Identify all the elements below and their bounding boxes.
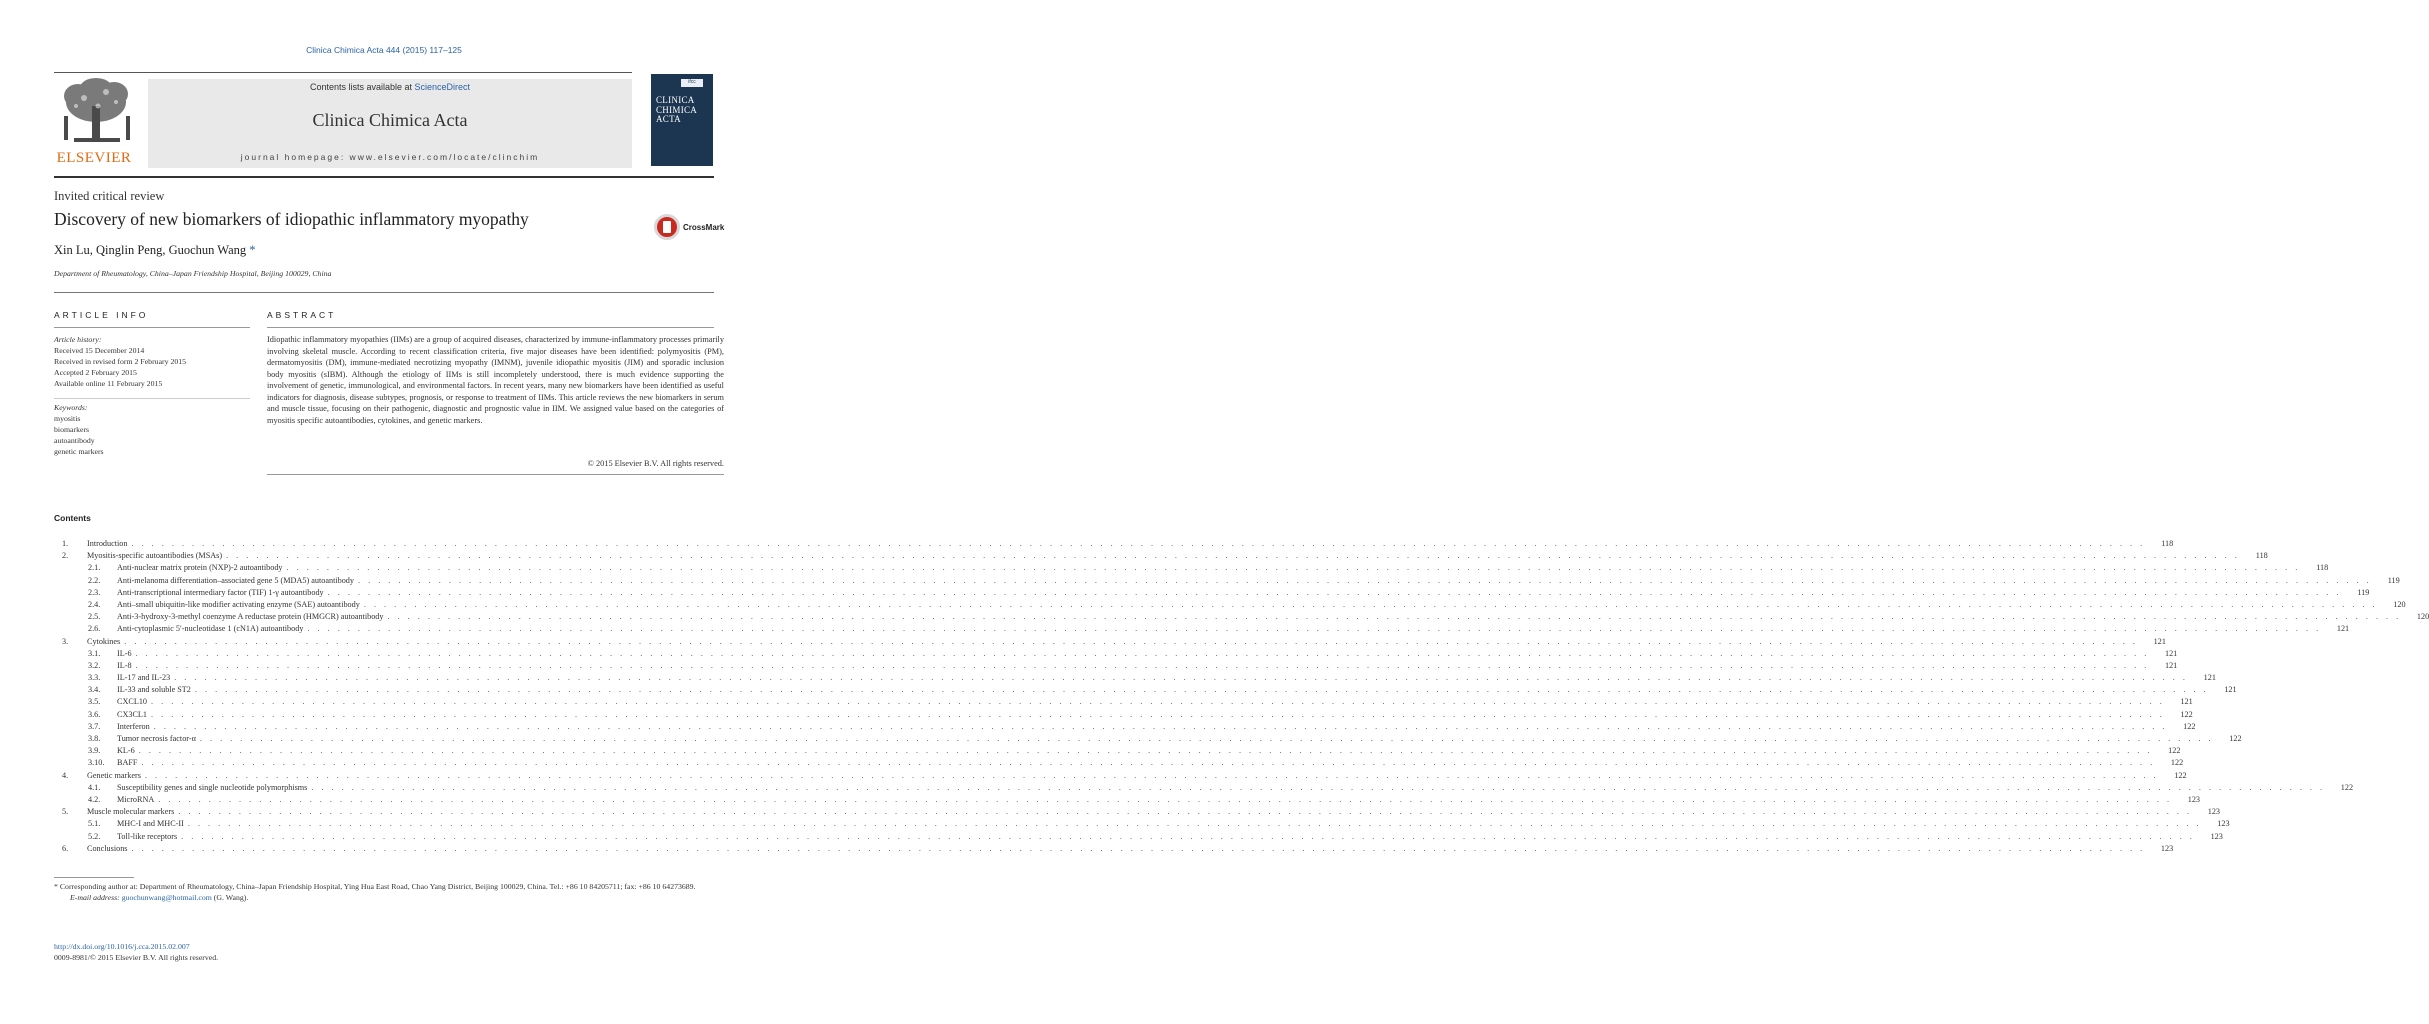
article-type: Invited critical review [54,189,165,203]
toc-leader-dots: . . . . . . . . . . . . . . . . . . . . . . . . . . . . . . . . . . . . . . . . . . . . . . . . . . . . . . . . . . . . . . . . . . . . . . . . . . . . . . . . . . . . . . . . . . . . . . . . . . . . . . . . . . . . . . . . . . . . . . . . . . . . . . . . . . . . . . . . . . . . . . . . . . . . . . . . . . . . . . . . . . . . . . . . . . . . . . . . . . . . . . . . . . . . . . . . . . . . . . . . [141,758,2156,768]
history-entry: Available online 11 February 2015 [54,379,163,388]
toc-entry-number: 3.5. [88,697,101,707]
doi-block [54,941,218,963]
toc-entry[interactable] [62,709,2193,721]
cover-line: CLINICA [656,95,695,105]
toc-entry[interactable] [62,562,2329,574]
toc-leader-dots: . . . . . . . . . . . . . . . . . . . . . . . . . . . . . . . . . . . . . . . . . . . . . . . . . . . . . . . . . . . . . . . . . . . . . . . . . . . . . . . . . . . . . . . . . . . . . . . . . . . . . . . . . . . . . . . . . . . . . . . . . . . . . . . . . . . . . . . . . . . . . . . . . . . . . . . . . . . . . . . . . . . . . . . . . . . . . . . . . . . . . . . . . . . . . . . . . . . . . . . . [194,685,2209,695]
toc-entry-title: IL-33 and soluble ST2 [117,685,191,695]
crossmark-button[interactable] [654,214,724,248]
email-label: E-mail address: [70,893,120,902]
toc-entry[interactable] [62,733,2242,745]
sciencedirect-link[interactable]: ScienceDirect [414,82,471,92]
toc-leader-dots: . . . . . . . . . . . . . . . . . . . . . . . . . . . . . . . . . . . . . . . . . . . . . . . . . . . . . . . . . . . . . . . . . . . . . . . . . . . . . . . . . . . . . . . . . . . . . . . . . . . . . . . . . . . . . . . . . . . . . . . . . . . . . . . . . . . . . . . . . . . . . . . . . . . . . . . . . . . . . . . . . . . . . . . . . . . . . . . . . . . . . . . . . . . . . . . . . . . . . . . . [199,734,2214,743]
toc-leader-dots: . . . . . . . . . . . . . . . . . . . . . . . . . . . . . . . . . . . . . . . . . . . . . . . . . . . . . . . . . . . . . . . . . . . . . . . . . . . . . . . . . . . . . . . . . . . . . . . . . . . . . . . . . . . . . . . . . . . . . . . . . . . . . . . . . . . . . . . . . . . . . . . . . . . . . . . . . . . . . . . . . . . . . . . . . . . . . . . . . . . . . . . . . . . . . . . . . . . . . . . . [151,697,2165,707]
authors-names: Xin Lu, Qinglin Peng, Guochun Wang [54,243,247,257]
footnote-rule [54,877,134,878]
toc-entry[interactable] [62,757,2184,769]
toc-entry-title: Susceptibility genes and single nucleotide polymorphisms [117,782,308,792]
toc-entry-page: 123 [2187,794,2200,804]
toc-entry-page: 121 [2336,624,2350,634]
cover-title [656,96,697,125]
toc-leader-dots: . . . . . . . . . . . . . . . . . . . . . . . . . . . . . . . . . . . . . . . . . . . . . . . . . . . . . . . . . . . . . . . . . . . . . . . . . . . . . . . . . . . . . . . . . . . . . . . . . . . . . . . . . . . . . . . . . . . . . . . . . . . . . . . . . . . . . . . . . . . . . . . . . . . . . . . . . . . . . . . . . . . . . . . . . . . . . . . . . . . . . . . . . . . . . . . . . . . . . . . . [138,746,2153,756]
toc-entry-number: 3.6. [88,709,101,719]
toc-entry-number: 2.3. [88,587,101,597]
history-entry: Received 15 December 2014 [54,346,145,355]
keywords [54,402,250,457]
footnote-text: * Corresponding author at: Department of Rheumatology, China–Japan Friendship Hospital, Ying Hua East Road, Chao Yang District, Beijing 100029, China. Tel.: +86 10 84205711; fax: +86 10 64273689. [54,882,696,891]
table-of-contents [62,538,2429,855]
history-entry: Received in revised form 2 February 2015 [54,357,187,366]
toc-entry-page: 122 [2170,758,2184,768]
toc-entry-title: Anti-transcriptional intermediary factor (TIF) 1-γ autoantibody [117,587,324,597]
toc-entry-page: 119 [2387,575,2400,585]
article-title: Discovery of new biomarkers of idiopathic inflammatory myopathy [54,209,529,229]
toc-entry-title: CX3CL1 [117,709,148,719]
toc-entry-number: 3.8. [88,734,101,743]
toc-entry-page: 122 [2180,709,2193,719]
toc-entry-title: Cytokines [87,636,121,646]
toc-entry[interactable] [62,660,2178,672]
toc-entry-title: IL-17 and IL-23 [117,673,171,683]
toc-entry-title: Tumor necrosis factor-α [117,734,196,743]
toc-entry-number: 4. [62,770,69,780]
toc-entry-title: IL-6 [117,648,132,658]
contents-available-text: Contents lists available at [309,82,415,92]
toc-entry-title: CXCL10 [117,697,148,707]
toc-leader-dots: . . . . . . . . . . . . . . . . . . . . . . . . . . . . . . . . . . . . . . . . . . . . . . . . . . . . . . . . . . . . . . . . . . . . . . . . . . . . . . . . . . . . . . . . . . . . . . . . . . . . . . . . . . . . . . . . . . . . . . . . . . . . . . . . . . . . . . . . . . . . . . . . . . . . . . . . . . . . . . . . . . . . . . . . . . . . . . . . . . . . . . . . . . . . . . . . . . . . . . . . [131,843,2146,853]
toc-entry[interactable] [62,696,2193,708]
article-info-rule [54,327,250,328]
toc-leader-dots: . . . . . . . . . . . . . . . . . . . . . . . . . . . . . . . . . . . . . . . . . . . . . . . . . . . . . . . . . . . . . . . . . . . . . . . . . . . . . . . . . . . . . . . . . . . . . . . . . . . . . . . . . . . . . . . . . . . . . . . . . . . . . . . . . . . . . . . . . . . . . . . . . . . . . . . . . . . . . . . . . . . . . . . . . . . . . . . . . . . . . . . . . . . . . . . . . . . . . . . . [187,819,2202,829]
toc-entry-page: 121 [2224,685,2237,695]
toc-entry[interactable] [62,794,2200,806]
toc-entry-number: 4.2. [88,794,101,804]
toc-entry-page: 120 [2416,612,2429,622]
toc-entry-title: Anti–small ubiquitin-like modifier activating enzyme (SAE) autoantibody [117,599,360,609]
toc-entry[interactable] [62,745,2181,757]
toc-entry[interactable] [62,806,2221,818]
toc-entry[interactable] [62,599,2406,611]
toc-entry-title: MicroRNA [117,794,155,804]
toc-entry-number: 2.6. [88,624,101,634]
corresponding-author-footnote [54,881,724,903]
toc-entry[interactable] [62,831,2223,843]
toc-entry-title: Myositis-specific autoantibodies (MSAs) [87,551,223,561]
toc-entry-page: 123 [2217,819,2230,829]
abstract-rule [267,327,714,328]
cover-line: CHIMICA [656,104,698,115]
toc-leader-dots: . . . . . . . . . . . . . . . . . . . . . . . . . . . . . . . . . . . . . . . . . . . . . . . . . . . . . . . . . . . . . . . . . . . . . . . . . . . . . . . . . . . . . . . . . . . . . . . . . . . . . . . . . . . . . . . . . . . . . . . . . . . . . . . . . . . . . . . . . . . . . . . . . . . . . . . . . . . . . . . . . . . . . . . . . . . . . . . . . . . . . . . . . . . . . . . . . . . . . . . . [178,807,2193,817]
toc-leader-dots: . . . . . . . . . . . . . . . . . . . . . . . . . . . . . . . . . . . . . . . . . . . . . . . . . . . . . . . . . . . . . . . . . . . . . . . . . . . . . . . . . . . . . . . . . . . . . . . . . . . . . . . . . . . . . . . . . . . . . . . . . . . . . . . . . . . . . . . . . . . . . . . . . . . . . . . . . . . . . . . . . . . . . . . . . . . . . . . . . . . . . . . . . . . . . . . . . . . . . . . . [311,782,2326,792]
toc-entry-number: 2.5. [88,612,101,622]
keywords-label: Keywords: [54,403,88,412]
toc-entry-number: 3.9. [88,746,101,756]
toc-entry[interactable] [62,648,2178,660]
doi-link[interactable]: http://dx.doi.org/10.1016/j.cca.2015.02.007 [54,942,190,951]
toc-entry[interactable] [62,770,2187,782]
toc-entry[interactable] [62,538,2174,550]
journal-citation: Clinica Chimica Acta 444 (2015) 117–125 [306,45,462,55]
toc-entry[interactable] [62,575,2400,587]
toc-entry-number: 1. [62,539,69,548]
toc-leader-dots: . . . . . . . . . . . . . . . . . . . . . . . . . . . . . . . . . . . . . . . . . . . . . . . . . . . . . . . . . . . . . . . . . . . . . . . . . . . . . . . . . . . . . . . . . . . . . . . . . . . . . . . . . . . . . . . . . . . . . . . . . . . . . . . . . . . . . . . . . . . . . . . . . . . . . . . . . . . . . . . . . . . . . . . . . . . . . . . . . . . . . . . . . . . . . . . . . . . . . . . . [387,612,2402,622]
toc-entry-number: 5. [62,807,69,817]
author-list [54,243,256,258]
toc-entry[interactable] [62,623,2350,635]
affiliation: Department of Rheumatology, China–Japan Friendship Hospital, Beijing 100029, China [54,269,332,278]
toc-entry[interactable] [62,611,2429,623]
toc-entry-number: 3. [62,636,69,646]
journal-title: Clinica Chimica Acta [312,110,468,130]
toc-entry-title: KL-6 [117,746,135,756]
toc-entry-title: Anti-melanoma differentiation–associated gene 5 (MDA5) autoantibody [117,575,354,585]
elsevier-wordmark: ELSEVIER [56,150,132,166]
toc-entry-page: 122 [2340,782,2354,792]
keyword: autoantibody [54,436,95,445]
toc-entry[interactable] [62,636,2166,648]
title-rule [54,176,714,178]
toc-leader-dots: . . . . . . . . . . . . . . . . . . . . . . . . . . . . . . . . . . . . . . . . . . . . . . . . . . . . . . . . . . . . . . . . . . . . . . . . . . . . . . . . . . . . . . . . . . . . . . . . . . . . . . . . . . . . . . . . . . . . . . . . . . . . . . . . . . . . . . . . . . . . . . . . . . . . . . . . . . . . . . . . . . . . . . . . . . . . . . . . . . . . . . . . . . . . . . . . . . . . . . . . [286,563,2301,573]
toc-leader-dots: . . . . . . . . . . . . . . . . . . . . . . . . . . . . . . . . . . . . . . . . . . . . . . . . . . . . . . . . . . . . . . . . . . . . . . . . . . . . . . . . . . . . . . . . . . . . . . . . . . . . . . . . . . . . . . . . . . . . . . . . . . . . . . . . . . . . . . . . . . . . . . . . . . . . . . . . . . . . . . . . . . . . . . . . . . . . . . . . . . . . . . . . . . . . . . . . . . . . . . . . [181,831,2195,841]
toc-entry-page: 118 [2255,551,2268,561]
toc-entry-title: Introduction [87,539,128,548]
toc-entry-title: BAFF [117,758,138,768]
toc-entry-page: 121 [2164,648,2178,658]
toc-entry-number: 2.1. [88,563,101,573]
contents-available [148,82,632,92]
toc-entry-page: 118 [2161,539,2174,548]
toc-leader-dots: . . . . . . . . . . . . . . . . . . . . . . . . . . . . . . . . . . . . . . . . . . . . . . . . . . . . . . . . . . . . . . . . . . . . . . . . . . . . . . . . . . . . . . . . . . . . . . . . . . . . . . . . . . . . . . . . . . . . . . . . . . . . . . . . . . . . . . . . . . . . . . . . . . . . . . . . . . . . . . . . . . . . . . . . . . . . . . . . . . . . . . . . . . . . . . . . . . . . . . . . [358,575,2372,585]
crossmark-label: CrossMark [683,223,725,232]
toc-leader-dots: . . . . . . . . . . . . . . . . . . . . . . . . . . . . . . . . . . . . . . . . . . . . . . . . . . . . . . . . . . . . . . . . . . . . . . . . . . . . . . . . . . . . . . . . . . . . . . . . . . . . . . . . . . . . . . . . . . . . . . . . . . . . . . . . . . . . . . . . . . . . . . . . . . . . . . . . . . . . . . . . . . . . . . . . . . . . . . . . . . . . . . . . . . . . . . . . . . . . . . . . [174,673,2188,683]
toc-entry-number: 3.7. [88,721,101,731]
toc-entry-title: MHC-I and MHC-II [117,819,184,829]
toc-entry-title: Toll-like receptors [117,831,178,841]
toc-entry-page: 122 [2229,734,2242,743]
toc-leader-dots: . . . . . . . . . . . . . . . . . . . . . . . . . . . . . . . . . . . . . . . . . . . . . . . . . . . . . . . . . . . . . . . . . . . . . . . . . . . . . . . . . . . . . . . . . . . . . . . . . . . . . . . . . . . . . . . . . . . . . . . . . . . . . . . . . . . . . . . . . . . . . . . . . . . . . . . . . . . . . . . . . . . . . . . . . . . . . . . . . . . . . . . . . . . . . . . . . . . . . . . . [307,624,2322,634]
journal-cover-thumbnail [651,74,713,166]
toc-entry-page: 121 [2164,660,2178,670]
toc-entry[interactable] [62,550,2268,562]
toc-entry-title: Anti-cytoplasmic 5′-nucleotidase 1 (cN1A) autoantibody [117,624,304,634]
toc-entry-title: Interferon [117,721,150,731]
toc-leader-dots: . . . . . . . . . . . . . . . . . . . . . . . . . . . . . . . . . . . . . . . . . . . . . . . . . . . . . . . . . . . . . . . . . . . . . . . . . . . . . . . . . . . . . . . . . . . . . . . . . . . . . . . . . . . . . . . . . . . . . . . . . . . . . . . . . . . . . . . . . . . . . . . . . . . . . . . . . . . . . . . . . . . . . . . . . . . . . . . . . . . . . . . . . . . . . . . . . . . . . . . . [226,551,2240,561]
history-rule [54,398,250,399]
toc-leader-dots: . . . . . . . . . . . . . . . . . . . . . . . . . . . . . . . . . . . . . . . . . . . . . . . . . . . . . . . . . . . . . . . . . . . . . . . . . . . . . . . . . . . . . . . . . . . . . . . . . . . . . . . . . . . . . . . . . . . . . . . . . . . . . . . . . . . . . . . . . . . . . . . . . . . . . . . . . . . . . . . . . . . . . . . . . . . . . . . . . . . . . . . . . . . . . . . . . . . . . . . . [327,587,2342,597]
toc-entry[interactable] [62,782,2354,794]
cover-badge: ifcc [681,79,703,87]
toc-entry[interactable] [62,818,2230,830]
email-link[interactable]: guochunwang@hotmail.com [121,893,212,902]
header-rule [54,72,632,73]
article-history [54,334,250,389]
toc-entry-number: 2.4. [88,599,101,609]
toc-entry[interactable] [62,721,2196,733]
toc-entry-page: 122 [2174,770,2187,780]
toc-entry-page: 121 [2153,636,2166,646]
keyword: genetic markers [54,447,104,456]
journal-homepage[interactable]: journal homepage: www.elsevier.com/locate/clinchim [240,152,540,162]
corresponding-author-mark[interactable]: * [249,243,256,257]
article-info-heading: ARTICLE INFO [54,310,149,320]
toc-entry-number: 3.3. [88,673,101,683]
toc-entry-page: 118 [2316,563,2329,573]
toc-entry-number: 6. [62,843,69,853]
toc-leader-dots: . . . . . . . . . . . . . . . . . . . . . . . . . . . . . . . . . . . . . . . . . . . . . . . . . . . . . . . . . . . . . . . . . . . . . . . . . . . . . . . . . . . . . . . . . . . . . . . . . . . . . . . . . . . . . . . . . . . . . . . . . . . . . . . . . . . . . . . . . . . . . . . . . . . . . . . . . . . . . . . . . . . . . . . . . . . . . . . . . . . . . . . . . . . . . . . . . . . . . . . . [151,709,2165,719]
toc-entry-page: 122 [2183,721,2196,731]
toc-leader-dots: . . . . . . . . . . . . . . . . . . . . . . . . . . . . . . . . . . . . . . . . . . . . . . . . . . . . . . . . . . . . . . . . . . . . . . . . . . . . . . . . . . . . . . . . . . . . . . . . . . . . . . . . . . . . . . . . . . . . . . . . . . . . . . . . . . . . . . . . . . . . . . . . . . . . . . . . . . . . . . . . . . . . . . . . . . . . . . . . . . . . . . . . . . . . . . . . . . . . . . . . [131,539,2146,548]
toc-leader-dots: . . . . . . . . . . . . . . . . . . . . . . . . . . . . . . . . . . . . . . . . . . . . . . . . . . . . . . . . . . . . . . . . . . . . . . . . . . . . . . . . . . . . . . . . . . . . . . . . . . . . . . . . . . . . . . . . . . . . . . . . . . . . . . . . . . . . . . . . . . . . . . . . . . . . . . . . . . . . . . . . . . . . . . . . . . . . . . . . . . . . . . . . . . . . . . . . . . . . . . . . [124,636,2138,646]
toc-entry-number: 3.1. [88,648,101,658]
toc-entry-number: 4.1. [88,782,101,792]
toc-leader-dots: . . . . . . . . . . . . . . . . . . . . . . . . . . . . . . . . . . . . . . . . . . . . . . . . . . . . . . . . . . . . . . . . . . . . . . . . . . . . . . . . . . . . . . . . . . . . . . . . . . . . . . . . . . . . . . . . . . . . . . . . . . . . . . . . . . . . . . . . . . . . . . . . . . . . . . . . . . . . . . . . . . . . . . . . . . . . . . . . . . . . . . . . . . . . . . . . . . . . . . . . [158,794,2172,804]
toc-leader-dots: . . . . . . . . . . . . . . . . . . . . . . . . . . . . . . . . . . . . . . . . . . . . . . . . . . . . . . . . . . . . . . . . . . . . . . . . . . . . . . . . . . . . . . . . . . . . . . . . . . . . . . . . . . . . . . . . . . . . . . . . . . . . . . . . . . . . . . . . . . . . . . . . . . . . . . . . . . . . . . . . . . . . . . . . . . . . . . . . . . . . . . . . . . . . . . . . . . . . . . . . [363,599,2378,609]
issn-copyright: 0009-8981/© 2015 Elsevier B.V. All rights reserved. [54,953,219,962]
toc-entry-title: Conclusions [87,843,128,853]
cover-line: ACTA [656,114,681,124]
toc-entry-page: 123 [2207,807,2221,817]
crossmark-icon [654,214,680,240]
toc-entry[interactable] [62,672,2216,684]
toc-entry-number: 2. [62,551,69,561]
toc-leader-dots: . . . . . . . . . . . . . . . . . . . . . . . . . . . . . . . . . . . . . . . . . . . . . . . . . . . . . . . . . . . . . . . . . . . . . . . . . . . . . . . . . . . . . . . . . . . . . . . . . . . . . . . . . . . . . . . . . . . . . . . . . . . . . . . . . . . . . . . . . . . . . . . . . . . . . . . . . . . . . . . . . . . . . . . . . . . . . . . . . . . . . . . . . . . . . . . . . . . . . . . . [144,770,2159,780]
contents-heading: Contents [54,513,91,523]
toc-entry-page: 121 [2180,697,2193,707]
toc-entry-title: IL-8 [117,660,132,670]
info-rule [54,292,714,293]
toc-entry-page: 122 [2168,746,2181,756]
history-entry: Accepted 2 February 2015 [54,368,137,377]
toc-entry-page: 123 [2210,831,2223,841]
toc-entry-page: 120 [2393,599,2406,609]
toc-entry[interactable] [62,587,2370,599]
toc-entry-number: 3.10. [88,758,105,768]
abstract-copyright: © 2015 Elsevier B.V. All rights reserved. [587,459,724,468]
toc-entry-title: Muscle molecular markers [87,807,175,817]
toc-leader-dots: . . . . . . . . . . . . . . . . . . . . . . . . . . . . . . . . . . . . . . . . . . . . . . . . . . . . . . . . . . . . . . . . . . . . . . . . . . . . . . . . . . . . . . . . . . . . . . . . . . . . . . . . . . . . . . . . . . . . . . . . . . . . . . . . . . . . . . . . . . . . . . . . . . . . . . . . . . . . . . . . . . . . . . . . . . . . . . . . . . . . . . . . . . . . . . . . . . . . . . . . [135,648,2150,658]
history-label: Article history: [54,335,102,344]
toc-entry-number: 3.4. [88,685,101,695]
toc-leader-dots: . . . . . . . . . . . . . . . . . . . . . . . . . . . . . . . . . . . . . . . . . . . . . . . . . . . . . . . . . . . . . . . . . . . . . . . . . . . . . . . . . . . . . . . . . . . . . . . . . . . . . . . . . . . . . . . . . . . . . . . . . . . . . . . . . . . . . . . . . . . . . . . . . . . . . . . . . . . . . . . . . . . . . . . . . . . . . . . . . . . . . . . . . . . . . . . . . . . . . . . . [135,660,2150,670]
abstract-heading: ABSTRACT [267,310,337,320]
abstract-bottom-rule [267,474,724,475]
footnote-email-line [54,892,724,903]
toc-entry-number: 5.1. [88,819,101,829]
keyword: myositis [54,414,81,423]
email-suffix: (G. Wang). [211,893,249,902]
toc-entry-page: 119 [2357,587,2370,597]
abstract-text: Idiopathic inflammatory myopathies (IIMs) are a group of acquired diseases, characterized by immune-inflammatory processes primarily involving skeletal muscle. According to recent classification criteria, five major diseases have been identified: polymyositis (PM), dermatomyositis (DM), immune-mediated necrotizing myopathy (IMNM), juvenile idiopathic myositis (JIM) and sporadic inclusion body myositis (sIBM). Although the etiology of IIMs is still incompletely understood, there is much evidence supporting the involvement of genetic, immunological, and environmental factors. In recent years, many new biomarkers have been identified as useful indicators for diagnosis, disease subtypes, prognosis, or response to treatment of IIMs. This article reviews the new biomarkers in serum and muscle tissue, focusing on their pathogenic, diagnostic and prognostic value in IIM. We assigned value based on the categories of myositis specific autoantibodies, cytokines, and genetic markers. [267,335,724,425]
toc-entry[interactable] [62,843,2174,855]
toc-entry-title: Anti-nuclear matrix protein (NXP)-2 autoantibody [117,563,283,573]
toc-entry-title: Genetic markers [87,770,141,780]
toc-leader-dots: . . . . . . . . . . . . . . . . . . . . . . . . . . . . . . . . . . . . . . . . . . . . . . . . . . . . . . . . . . . . . . . . . . . . . . . . . . . . . . . . . . . . . . . . . . . . . . . . . . . . . . . . . . . . . . . . . . . . . . . . . . . . . . . . . . . . . . . . . . . . . . . . . . . . . . . . . . . . . . . . . . . . . . . . . . . . . . . . . . . . . . . . . . . . . . . . . . . . . . . . [153,721,2168,731]
toc-entry-page: 123 [2160,843,2174,853]
keyword: biomarkers [54,425,90,434]
toc-entry-number: 5.2. [88,831,101,841]
toc-entry-title: Anti-3-hydroxy-3-methyl coenzyme A reductase protein (HMGCR) autoantibody [117,612,384,622]
toc-entry-page: 121 [2203,673,2216,683]
toc-entry[interactable] [62,684,2237,696]
toc-entry-number: 2.2. [88,575,101,585]
toc-entry-number: 3.2. [88,660,101,670]
